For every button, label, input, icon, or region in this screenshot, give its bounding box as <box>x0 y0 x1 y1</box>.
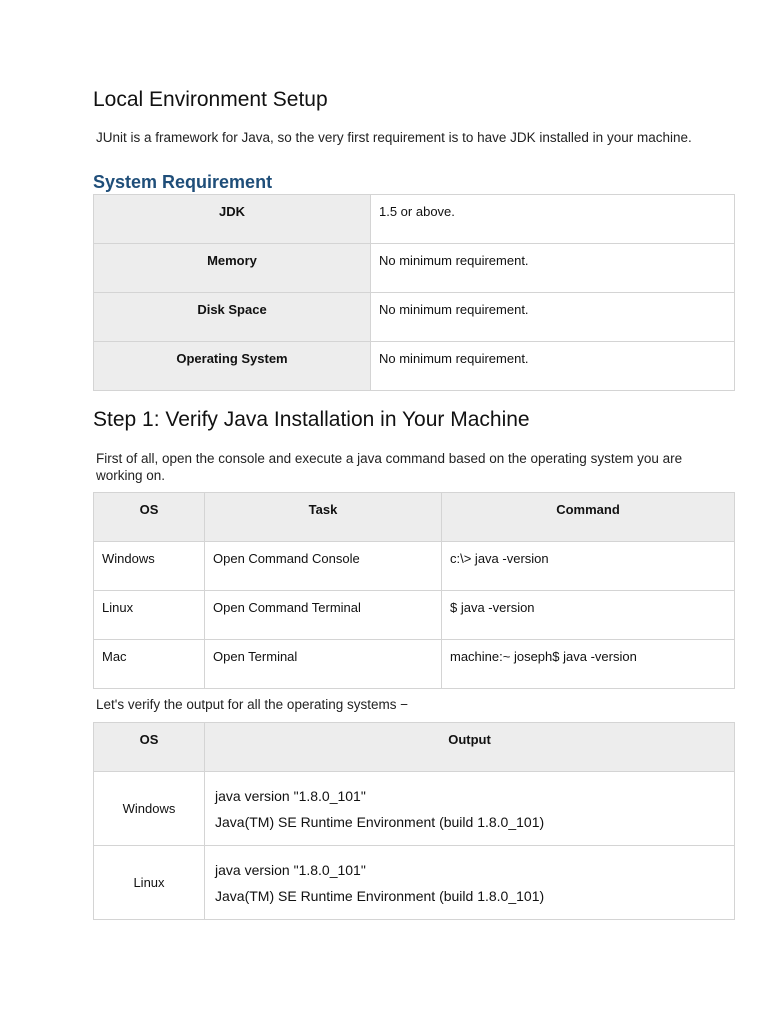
step1-paragraph: First of all, open the console and execute a java command based on the operating system you are working on. <box>96 451 683 483</box>
table-row <box>94 772 735 846</box>
os-cell: Windows <box>94 542 205 591</box>
table-row <box>94 342 735 391</box>
requirement-label: Memory <box>94 244 371 293</box>
column-header-os: OS <box>94 493 205 542</box>
os-cell: Linux <box>94 846 205 920</box>
column-header-command: Command <box>442 493 735 542</box>
task-cell: Open Terminal <box>205 640 442 689</box>
step1-heading: Step 1: Verify Java Installation in Your Machine <box>93 408 530 431</box>
task-cell: Open Command Terminal <box>205 591 442 640</box>
requirement-value: No minimum requirement. <box>371 244 735 293</box>
table-row <box>94 244 735 293</box>
requirement-label: Disk Space <box>94 293 371 342</box>
table-row <box>94 591 735 640</box>
command-cell: machine:~ joseph$ java -version <box>442 640 735 689</box>
output-cell <box>205 846 735 920</box>
output-table <box>93 722 735 920</box>
requirement-value: No minimum requirement. <box>371 293 735 342</box>
os-cell: Linux <box>94 591 205 640</box>
os-cell: Mac <box>94 640 205 689</box>
table-row <box>94 846 735 920</box>
page-title: Local Environment Setup <box>93 88 328 111</box>
command-cell: $ java -version <box>442 591 735 640</box>
column-header-task: Task <box>205 493 442 542</box>
output-line: Java(TM) SE Runtime Environment (build 1.8.0_101) <box>215 887 545 904</box>
table-row <box>94 640 735 689</box>
output-line: java version "1.8.0_101" <box>215 787 366 804</box>
output-line: Java(TM) SE Runtime Environment (build 1.8.0_101) <box>215 813 545 830</box>
requirement-label: JDK <box>94 195 371 244</box>
command-table <box>93 492 735 689</box>
output-cell <box>205 772 735 846</box>
intro-paragraph: JUnit is a framework for Java, so the very first requirement is to have JDK installed in your machine. <box>96 130 692 145</box>
verify-output-text: Let's verify the output for all the operating systems − <box>96 697 409 712</box>
requirement-value: 1.5 or above. <box>371 195 735 244</box>
task-cell: Open Command Console <box>205 542 442 591</box>
table-row <box>94 195 735 244</box>
table-row <box>94 542 735 591</box>
output-line: java version "1.8.0_101" <box>215 861 366 878</box>
requirement-label: Operating System <box>94 342 371 391</box>
table-header-row <box>94 493 735 542</box>
table-row <box>94 293 735 342</box>
requirement-value: No minimum requirement. <box>371 342 735 391</box>
column-header-os: OS <box>94 723 205 772</box>
command-cell: c:\> java -version <box>442 542 735 591</box>
system-requirement-heading: System Requirement <box>93 172 273 192</box>
table-header-row <box>94 723 735 772</box>
os-cell: Windows <box>94 772 205 846</box>
column-header-output: Output <box>205 723 735 772</box>
system-requirement-table <box>93 194 735 391</box>
